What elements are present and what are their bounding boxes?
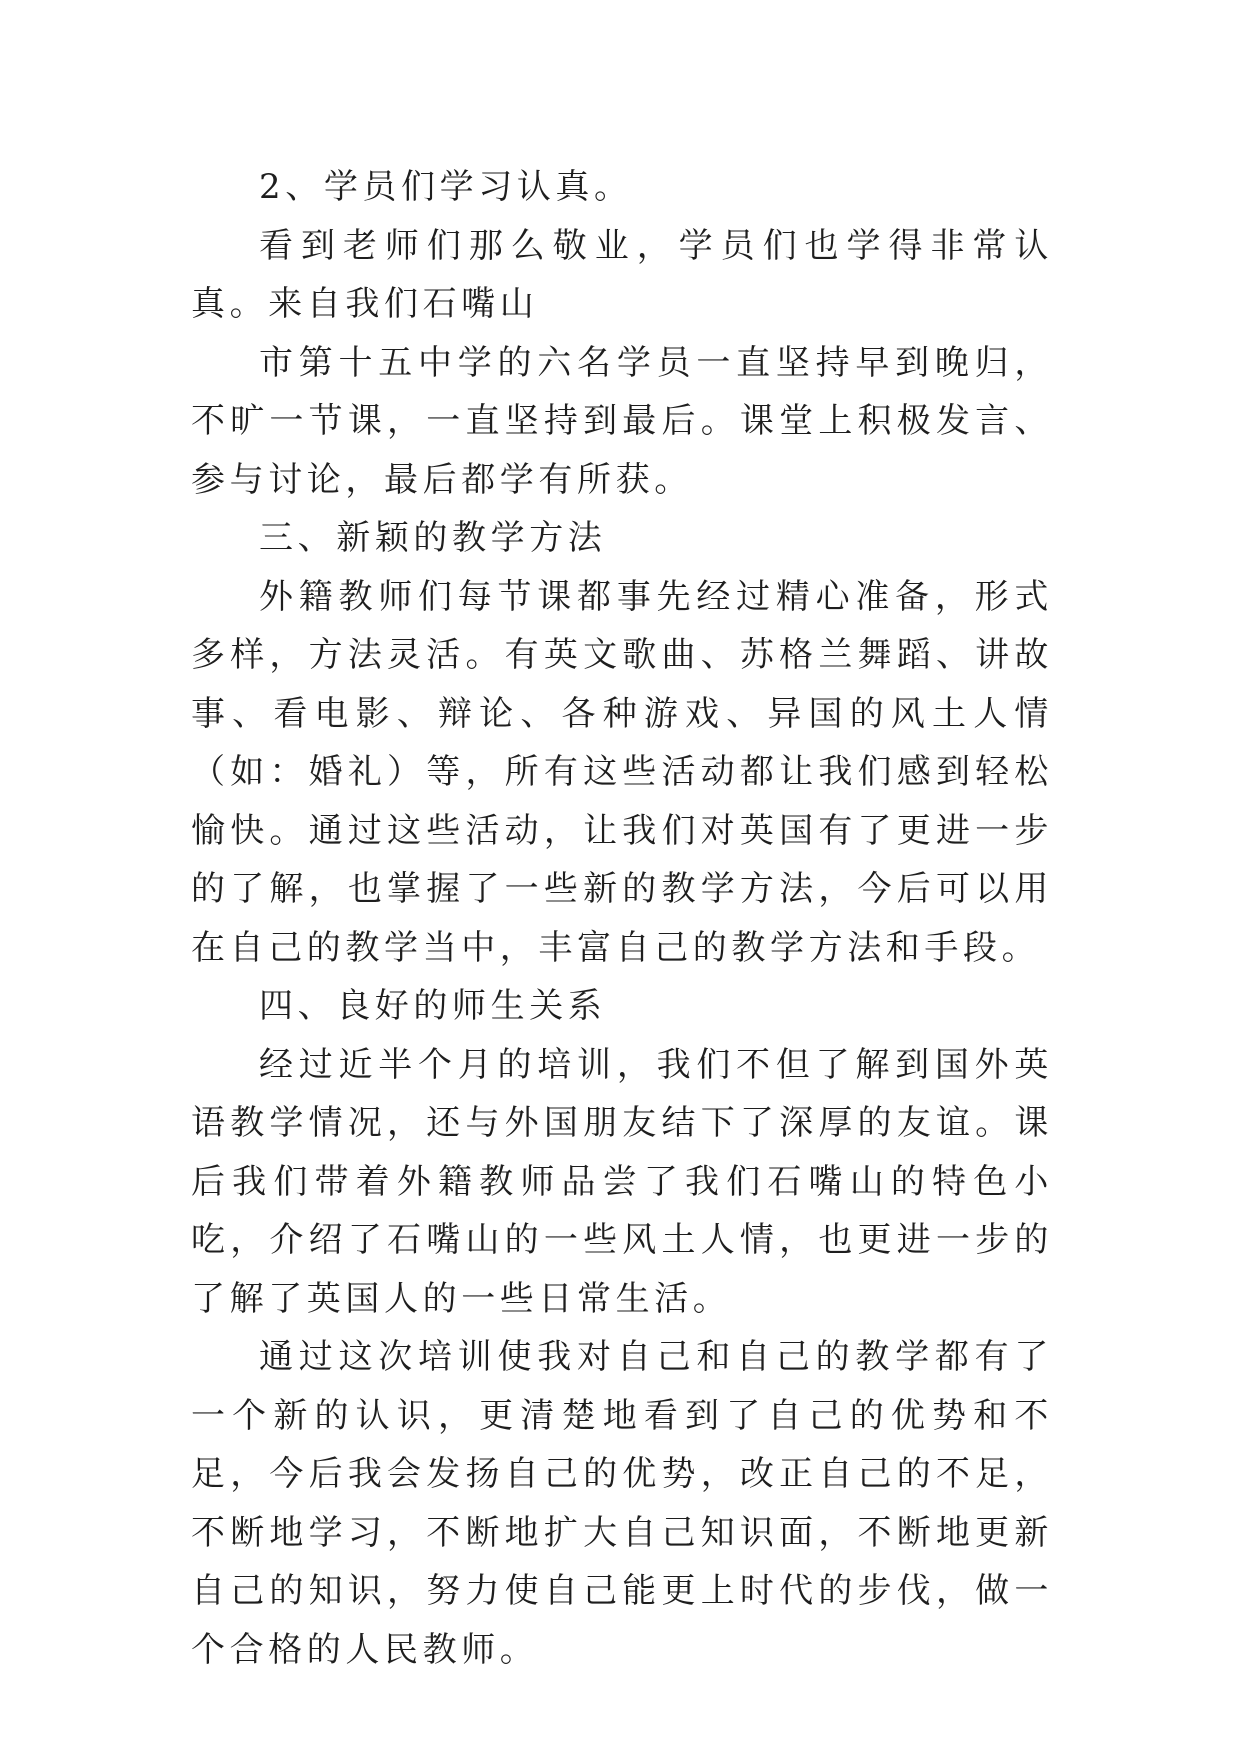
paragraph: 外籍教师们每节课都事先经过精心准备，形式多样，方法灵活。有英文歌曲、苏格兰舞蹈、讲故事、看电影、辩论、各种游戏、异国的风土人情（如：婚礼）等，所有这些活动都让我们感到轻松愉快。通过这些活动，让我们对英国有了更进一步的了解，也掌握了一些新的教学方法，今后可以用在自己的教学当中，丰富自己的教学方法和手段。 [191,576,1053,968]
paragraph: 通过这次培训使我对自己和自己的教学都有了一个新的认识，更清楚地看到了自己的优势和不足，今后我会发扬自己的优势，改正自己的不足，不断地学习，不断地扩大自己知识面，不断地更新自己的知识，努力使自己能更上时代的步伐，做一个合格的人民教师。 [191,1337,1053,1670]
paragraph: 看到老师们那么敬业，学员们也学得非常认真。来自我们石嘴山 [191,225,1053,324]
section-heading: 三、新颖的教学方法 [259,518,607,558]
section-heading: 四、良好的师生关系 [259,986,607,1026]
paragraph: 市第十五中学的六名学员一直坚持早到晚归，不旷一节课，一直坚持到最后。课堂上积极发言、参与讨论，最后都学有所获。 [191,342,1053,500]
section-subheading: 2、学员们学习认真。 [259,167,633,207]
document-body [191,158,1053,1679]
paragraph: 经过近半个月的培训，我们不但了解到国外英语教学情况，还与外国朋友结下了深厚的友谊。课后我们带着外籍教师品尝了我们石嘴山的特色小吃，介绍了石嘴山的一些风土人情，也更进一步的了解了英国人的一些日常生活。 [191,1044,1053,1319]
